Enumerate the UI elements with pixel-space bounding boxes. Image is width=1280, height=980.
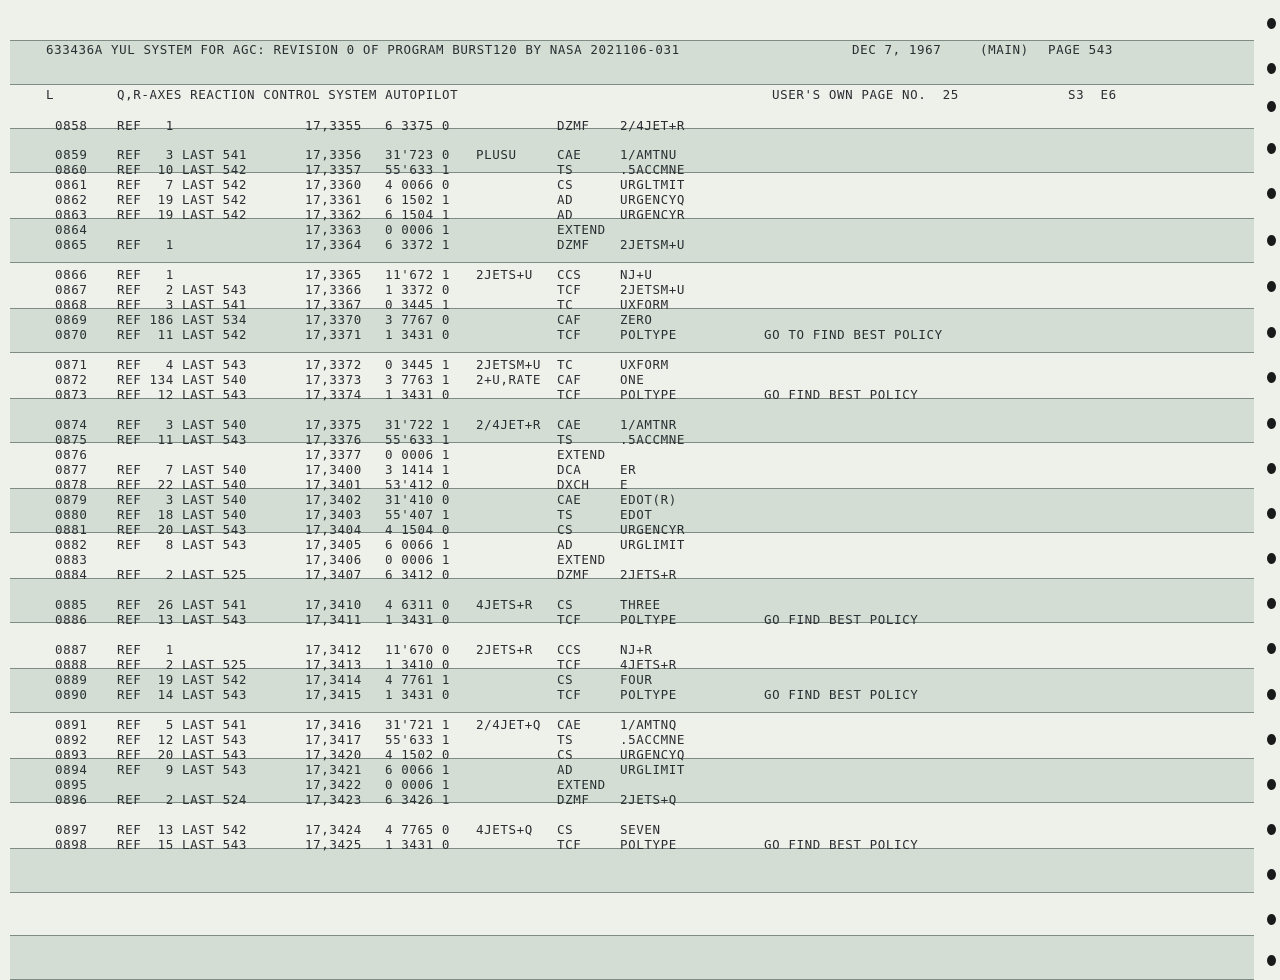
- address: 17,3410: [305, 597, 362, 612]
- feed-hole: [1267, 914, 1276, 925]
- object-word: 4 1504 0: [385, 522, 451, 537]
- object-word: 1 3410 0: [385, 657, 451, 672]
- address: 17,3373: [305, 372, 362, 387]
- address: 17,3367: [305, 297, 362, 312]
- reference: REF 12 LAST 543: [117, 732, 248, 747]
- opcode: EXTEND: [557, 447, 606, 462]
- line-number: 0875: [55, 432, 88, 447]
- object-word: 6 0066 1: [385, 762, 451, 777]
- paper-stripe: [10, 935, 1254, 980]
- opcode: TCF: [557, 282, 582, 297]
- feed-hole: [1267, 734, 1276, 745]
- section-code: S3 E6: [1068, 87, 1117, 102]
- line-number: 0859: [55, 147, 88, 162]
- reference: REF 1: [117, 267, 174, 282]
- operand: POLTYPE: [620, 687, 677, 702]
- feed-hole: [1267, 689, 1276, 700]
- object-word: 6 1504 1: [385, 207, 451, 222]
- comment: GO FIND BEST POLICY: [764, 687, 919, 702]
- address: 17,3425: [305, 837, 362, 852]
- line-number: 0897: [55, 822, 88, 837]
- reference: REF 4 LAST 543: [117, 357, 248, 372]
- reference: REF 11 LAST 542: [117, 327, 248, 342]
- reference: REF 8 LAST 543: [117, 537, 248, 552]
- address: 17,3411: [305, 612, 362, 627]
- feed-hole: [1267, 143, 1276, 154]
- line-number: 0876: [55, 447, 88, 462]
- operand: .5ACCMNE: [620, 432, 686, 447]
- operand: POLTYPE: [620, 327, 677, 342]
- line-number: 0867: [55, 282, 88, 297]
- line-number: 0881: [55, 522, 88, 537]
- reference: REF 19 LAST 542: [117, 207, 248, 222]
- address: 17,3423: [305, 792, 362, 807]
- object-word: 1 3431 0: [385, 387, 451, 402]
- object-word: 4 6311 0: [385, 597, 451, 612]
- operand: URGENCYQ: [620, 192, 686, 207]
- feed-hole: [1267, 463, 1276, 474]
- line-number: 0863: [55, 207, 88, 222]
- reference: REF 26 LAST 541: [117, 597, 248, 612]
- reference: REF 7 LAST 540: [117, 462, 248, 477]
- object-word: 1 3431 0: [385, 612, 451, 627]
- feed-hole: [1267, 598, 1276, 609]
- line-number: 0890: [55, 687, 88, 702]
- opcode: TS: [557, 162, 574, 177]
- reference: REF 11 LAST 543: [117, 432, 248, 447]
- symbol-label: 2/4JET+Q: [476, 717, 542, 732]
- line-number: 0874: [55, 417, 88, 432]
- object-word: 0 3445 1: [385, 357, 451, 372]
- opcode: TCF: [557, 327, 582, 342]
- object-word: 31'722 1: [385, 417, 451, 432]
- opcode: TCF: [557, 387, 582, 402]
- object-word: 6 1502 1: [385, 192, 451, 207]
- feed-hole: [1267, 18, 1276, 29]
- address: 17,3414: [305, 672, 362, 687]
- opcode: CAE: [557, 147, 582, 162]
- opcode: DZMF: [557, 792, 590, 807]
- operand: ONE: [620, 372, 645, 387]
- object-word: 6 0066 1: [385, 537, 451, 552]
- feed-hole: [1267, 101, 1276, 112]
- reference: REF 18 LAST 540: [117, 507, 248, 522]
- object-word: 1 3431 0: [385, 687, 451, 702]
- address: 17,3406: [305, 552, 362, 567]
- user-page-number: USER'S OWN PAGE NO. 25: [772, 87, 959, 102]
- object-word: 0 0006 1: [385, 552, 451, 567]
- operand: 2JETS+Q: [620, 792, 677, 807]
- symbol-label: 2JETS+U: [476, 267, 533, 282]
- operand: NJ+R: [620, 642, 653, 657]
- object-word: 0 0006 1: [385, 777, 451, 792]
- operand: .5ACCMNE: [620, 162, 686, 177]
- feed-hole: [1267, 63, 1276, 74]
- operand: URGENCYR: [620, 522, 686, 537]
- line-number: 0889: [55, 672, 88, 687]
- symbol-label: 4JETS+Q: [476, 822, 533, 837]
- line-number: 0895: [55, 777, 88, 792]
- reference: REF 20 LAST 543: [117, 747, 248, 762]
- reference: REF 22 LAST 540: [117, 477, 248, 492]
- comment: GO FIND BEST POLICY: [764, 837, 919, 852]
- symbol-label: 4JETS+R: [476, 597, 533, 612]
- address: 17,3405: [305, 537, 362, 552]
- symbol-label: 2JETS+R: [476, 642, 533, 657]
- feed-hole: [1267, 508, 1276, 519]
- program-header: 633436A YUL SYSTEM FOR AGC: REVISION 0 OF PROGRAM BURST120 BY NASA 2021106-031: [46, 42, 680, 57]
- reference: REF 1: [117, 118, 174, 133]
- line-number: 0858: [55, 118, 88, 133]
- object-word: 0 0006 1: [385, 447, 451, 462]
- operand: URGLIMIT: [620, 762, 686, 777]
- operand: FOUR: [620, 672, 653, 687]
- feed-hole: [1267, 955, 1276, 966]
- line-number: 0880: [55, 507, 88, 522]
- opcode: CS: [557, 672, 574, 687]
- address: 17,3375: [305, 417, 362, 432]
- address: 17,3374: [305, 387, 362, 402]
- operand: POLTYPE: [620, 612, 677, 627]
- object-word: 3 7763 1: [385, 372, 451, 387]
- operand: NJ+U: [620, 267, 653, 282]
- reference: REF 5 LAST 541: [117, 717, 248, 732]
- reference: REF 15 LAST 543: [117, 837, 248, 852]
- address: 17,3401: [305, 477, 362, 492]
- object-word: 31'410 0: [385, 492, 451, 507]
- operand: POLTYPE: [620, 837, 677, 852]
- object-word: 4 1502 0: [385, 747, 451, 762]
- line-number: 0883: [55, 552, 88, 567]
- address: 17,3413: [305, 657, 362, 672]
- opcode: EXTEND: [557, 222, 606, 237]
- symbol-label: 2JETSM+U: [476, 357, 542, 372]
- object-word: 4 0066 0: [385, 177, 451, 192]
- line-number: 0865: [55, 237, 88, 252]
- opcode: AD: [557, 537, 574, 552]
- address: 17,3355: [305, 118, 362, 133]
- object-word: 1 3431 0: [385, 327, 451, 342]
- opcode: TCF: [557, 837, 582, 852]
- opcode: CS: [557, 822, 574, 837]
- opcode: CAE: [557, 417, 582, 432]
- line-number: 0878: [55, 477, 88, 492]
- reference: REF 3 LAST 541: [117, 297, 248, 312]
- opcode: TC: [557, 357, 574, 372]
- feed-hole: [1267, 779, 1276, 790]
- opcode: EXTEND: [557, 777, 606, 792]
- reference: REF 3 LAST 540: [117, 417, 248, 432]
- operand: .5ACCMNE: [620, 732, 686, 747]
- opcode: AD: [557, 207, 574, 222]
- operand: 4JETS+R: [620, 657, 677, 672]
- reference: REF 2 LAST 525: [117, 567, 248, 582]
- reference: REF 1: [117, 237, 174, 252]
- opcode: CS: [557, 747, 574, 762]
- opcode: CAE: [557, 492, 582, 507]
- operand: E: [620, 477, 629, 492]
- page-number: PAGE 543: [1048, 42, 1114, 57]
- address: 17,3415: [305, 687, 362, 702]
- operand: 2/4JET+R: [620, 118, 686, 133]
- comment: GO TO FIND BEST POLICY: [764, 327, 943, 342]
- reference: REF 13 LAST 543: [117, 612, 248, 627]
- object-word: 1 3431 0: [385, 837, 451, 852]
- address: 17,3422: [305, 777, 362, 792]
- symbol-label: PLUSU: [476, 147, 517, 162]
- operand: EDOT: [620, 507, 653, 522]
- operand: 1/AMTNQ: [620, 717, 677, 732]
- object-word: 53'412 0: [385, 477, 451, 492]
- object-word: 55'407 1: [385, 507, 451, 522]
- address: 17,3403: [305, 507, 362, 522]
- address: 17,3365: [305, 267, 362, 282]
- address: 17,3417: [305, 732, 362, 747]
- address: 17,3370: [305, 312, 362, 327]
- object-word: 6 3412 0: [385, 567, 451, 582]
- line-number: 0862: [55, 192, 88, 207]
- line-number: 0893: [55, 747, 88, 762]
- object-word: 55'633 1: [385, 162, 451, 177]
- opcode: TS: [557, 432, 574, 447]
- reference: REF 186 LAST 534: [117, 312, 248, 327]
- line-number: 0873: [55, 387, 88, 402]
- feed-hole: [1267, 553, 1276, 564]
- operand: URGLIMIT: [620, 537, 686, 552]
- feed-hole: [1267, 869, 1276, 880]
- object-word: 11'670 0: [385, 642, 451, 657]
- line-number: 0864: [55, 222, 88, 237]
- feed-hole: [1267, 327, 1276, 338]
- operand: URGENCYQ: [620, 747, 686, 762]
- reference: REF 3 LAST 540: [117, 492, 248, 507]
- opcode: CCS: [557, 642, 582, 657]
- reference: REF 19 LAST 542: [117, 192, 248, 207]
- section-title: Q,R-AXES REACTION CONTROL SYSTEM AUTOPILOT: [117, 87, 459, 102]
- operand: THREE: [620, 597, 661, 612]
- reference: REF 19 LAST 542: [117, 672, 248, 687]
- object-word: 0 3445 1: [385, 297, 451, 312]
- line-number: 0898: [55, 837, 88, 852]
- object-word: 4 7765 0: [385, 822, 451, 837]
- reference: REF 12 LAST 543: [117, 387, 248, 402]
- opcode: TS: [557, 507, 574, 522]
- address: 17,3356: [305, 147, 362, 162]
- feed-hole: [1267, 418, 1276, 429]
- line-number: 0871: [55, 357, 88, 372]
- address: 17,3366: [305, 282, 362, 297]
- opcode: TS: [557, 732, 574, 747]
- reference: REF 1: [117, 642, 174, 657]
- line-number: 0869: [55, 312, 88, 327]
- line-number: 0860: [55, 162, 88, 177]
- address: 17,3424: [305, 822, 362, 837]
- paper-stripe: [10, 848, 1254, 893]
- opcode: AD: [557, 762, 574, 777]
- reference: REF 2 LAST 525: [117, 657, 248, 672]
- address: 17,3376: [305, 432, 362, 447]
- feed-hole: [1267, 235, 1276, 246]
- address: 17,3400: [305, 462, 362, 477]
- object-word: 11'672 1: [385, 267, 451, 282]
- address: 17,3407: [305, 567, 362, 582]
- reference: REF 3 LAST 541: [117, 147, 248, 162]
- object-word: 55'633 1: [385, 732, 451, 747]
- line-number: 0892: [55, 732, 88, 747]
- operand: URGLTMIT: [620, 177, 686, 192]
- line-number: 0891: [55, 717, 88, 732]
- line-number: 0879: [55, 492, 88, 507]
- opcode: DZMF: [557, 567, 590, 582]
- operand: 2JETS+R: [620, 567, 677, 582]
- address: 17,3364: [305, 237, 362, 252]
- line-number: 0870: [55, 327, 88, 342]
- reference: REF 10 LAST 542: [117, 162, 248, 177]
- address: 17,3363: [305, 222, 362, 237]
- listing-type: L: [46, 87, 55, 102]
- line-number: 0882: [55, 537, 88, 552]
- operand: 2JETSM+U: [620, 282, 686, 297]
- reference: REF 20 LAST 543: [117, 522, 248, 537]
- line-number: 0885: [55, 597, 88, 612]
- object-word: 31'721 1: [385, 717, 451, 732]
- operand: 1/AMTNU: [620, 147, 677, 162]
- module-label: (MAIN): [980, 42, 1029, 57]
- symbol-label: 2/4JET+R: [476, 417, 542, 432]
- feed-hole: [1267, 372, 1276, 383]
- feed-hole: [1267, 188, 1276, 199]
- print-date: DEC 7, 1967: [852, 42, 942, 57]
- object-word: 6 3375 0: [385, 118, 451, 133]
- reference: REF 14 LAST 543: [117, 687, 248, 702]
- opcode: TC: [557, 297, 574, 312]
- reference: REF 7 LAST 542: [117, 177, 248, 192]
- address: 17,3421: [305, 762, 362, 777]
- object-word: 6 3426 1: [385, 792, 451, 807]
- operand: URGENCYR: [620, 207, 686, 222]
- feed-hole: [1267, 643, 1276, 654]
- line-number: 0896: [55, 792, 88, 807]
- object-word: 3 7767 0: [385, 312, 451, 327]
- operand: POLTYPE: [620, 387, 677, 402]
- line-number: 0888: [55, 657, 88, 672]
- address: 17,3372: [305, 357, 362, 372]
- opcode: TCF: [557, 687, 582, 702]
- address: 17,3420: [305, 747, 362, 762]
- operand: ZERO: [620, 312, 653, 327]
- line-number: 0884: [55, 567, 88, 582]
- operand: UXFORM: [620, 357, 669, 372]
- address: 17,3377: [305, 447, 362, 462]
- opcode: CS: [557, 177, 574, 192]
- opcode: TCF: [557, 657, 582, 672]
- reference: REF 2 LAST 543: [117, 282, 248, 297]
- line-number: 0868: [55, 297, 88, 312]
- operand: UXFORM: [620, 297, 669, 312]
- opcode: CAF: [557, 372, 582, 387]
- address: 17,3361: [305, 192, 362, 207]
- reference: REF 134 LAST 540: [117, 372, 248, 387]
- line-number: 0886: [55, 612, 88, 627]
- object-word: 55'633 1: [385, 432, 451, 447]
- object-word: 3 1414 1: [385, 462, 451, 477]
- opcode: EXTEND: [557, 552, 606, 567]
- opcode: AD: [557, 192, 574, 207]
- object-word: 6 3372 1: [385, 237, 451, 252]
- line-number: 0877: [55, 462, 88, 477]
- opcode: TCF: [557, 612, 582, 627]
- address: 17,3371: [305, 327, 362, 342]
- reference: REF 9 LAST 543: [117, 762, 248, 777]
- feed-hole: [1267, 281, 1276, 292]
- address: 17,3357: [305, 162, 362, 177]
- operand: 1/AMTNR: [620, 417, 677, 432]
- address: 17,3402: [305, 492, 362, 507]
- reference: REF 2 LAST 524: [117, 792, 248, 807]
- operand: EDOT(R): [620, 492, 677, 507]
- opcode: DZMF: [557, 118, 590, 133]
- feed-hole: [1267, 824, 1276, 835]
- address: 17,3360: [305, 177, 362, 192]
- symbol-label: 2+U,RATE: [476, 372, 542, 387]
- object-word: 0 0006 1: [385, 222, 451, 237]
- opcode: CCS: [557, 267, 582, 282]
- address: 17,3416: [305, 717, 362, 732]
- address: 17,3412: [305, 642, 362, 657]
- opcode: DCA: [557, 462, 582, 477]
- line-number: 0894: [55, 762, 88, 777]
- comment: GO FIND BEST POLICY: [764, 612, 919, 627]
- operand: ER: [620, 462, 637, 477]
- operand: SEVEN: [620, 822, 661, 837]
- address: 17,3404: [305, 522, 362, 537]
- object-word: 4 7761 1: [385, 672, 451, 687]
- opcode: DZMF: [557, 237, 590, 252]
- object-word: 31'723 0: [385, 147, 451, 162]
- line-number: 0866: [55, 267, 88, 282]
- operand: 2JETSM+U: [620, 237, 686, 252]
- opcode: CAE: [557, 717, 582, 732]
- object-word: 1 3372 0: [385, 282, 451, 297]
- line-number: 0887: [55, 642, 88, 657]
- opcode: CAF: [557, 312, 582, 327]
- opcode: CS: [557, 522, 574, 537]
- opcode: DXCH: [557, 477, 590, 492]
- line-number: 0861: [55, 177, 88, 192]
- comment: GO FIND BEST POLICY: [764, 387, 919, 402]
- reference: REF 13 LAST 542: [117, 822, 248, 837]
- line-number: 0872: [55, 372, 88, 387]
- address: 17,3362: [305, 207, 362, 222]
- opcode: CS: [557, 597, 574, 612]
